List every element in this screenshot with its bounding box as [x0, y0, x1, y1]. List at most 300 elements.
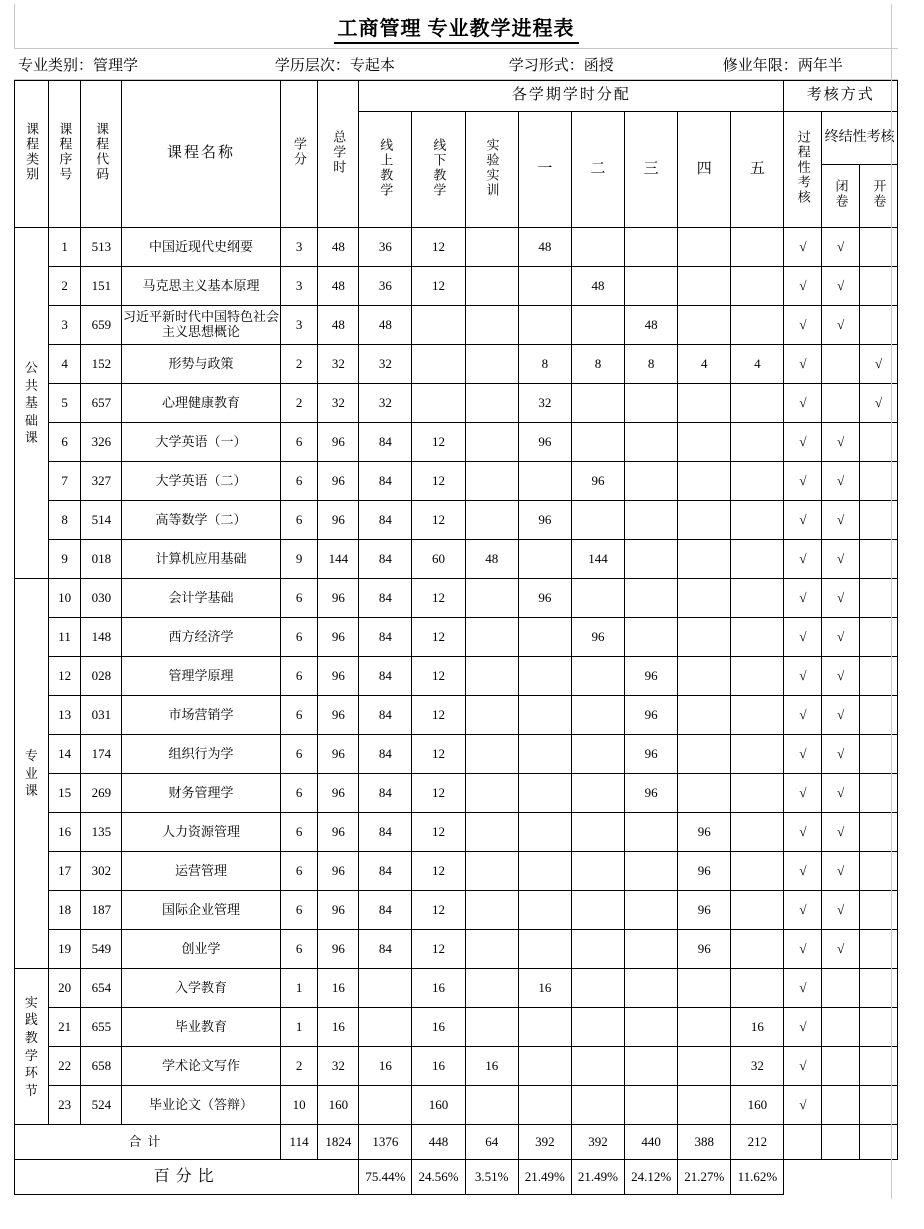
cell-total-hours: 96 [318, 696, 359, 735]
cell-sem4 [678, 696, 731, 735]
cell-course-name: 运营管理 [122, 852, 280, 891]
table-row [15, 891, 898, 930]
meta-study-form-label: 学习形式： [508, 57, 584, 74]
cell-practice [465, 1086, 518, 1125]
cell-offline [412, 345, 465, 384]
cell-sem3 [625, 1047, 678, 1086]
cell-total-hours: 16 [318, 969, 359, 1008]
cell-sem1 [518, 1086, 571, 1125]
header-assess-group-text: 考核方式 [806, 87, 875, 104]
cell-seq: 3 [48, 306, 81, 345]
cell-sem3: 96 [625, 735, 678, 774]
cell-sem2: 8 [571, 345, 624, 384]
cell-code: 135 [81, 813, 122, 852]
cell-seq: 8 [48, 501, 81, 540]
cell-sem4 [678, 657, 731, 696]
cell-seq: 10 [48, 579, 81, 618]
cell-code: 654 [81, 969, 122, 1008]
cell-code: 659 [81, 306, 122, 345]
header-semester-group [359, 81, 784, 112]
cell-total-hours: 16 [318, 1008, 359, 1047]
sheet [8, 4, 908, 1195]
meta-degree-level-value: 专起本 [349, 57, 395, 74]
cell-sem2: 96 [571, 618, 624, 657]
cell-category [15, 228, 49, 579]
cell-course-name: 计算机应用基础 [122, 540, 280, 579]
header-seq [48, 81, 81, 228]
cell-practice [465, 462, 518, 501]
cell-sem2 [571, 384, 624, 423]
cell-practice [465, 852, 518, 891]
cell-seq: 14 [48, 735, 81, 774]
table-row [15, 540, 898, 579]
cell-sem5 [731, 735, 784, 774]
cell-total-hours: 96 [318, 579, 359, 618]
total-row [15, 1125, 898, 1160]
cell-process-assessment: √ [784, 969, 822, 1008]
cell-seq: 5 [48, 384, 81, 423]
percent-online: 75.44% [359, 1160, 412, 1195]
cell-course-name: 创业学 [122, 930, 280, 969]
header-credit [280, 81, 318, 228]
cell-process-assessment: √ [784, 1047, 822, 1086]
header-total-hours-text: 总学时 [331, 129, 347, 175]
cell-sem1: 48 [518, 228, 571, 267]
cell-sem2 [571, 735, 624, 774]
percent-row [15, 1160, 898, 1195]
cell-offline: 12 [412, 891, 465, 930]
cell-process-assessment: √ [784, 696, 822, 735]
cell-total-hours: 96 [318, 852, 359, 891]
cell-sem1 [518, 618, 571, 657]
cell-online: 84 [359, 696, 412, 735]
cell-offline: 12 [412, 930, 465, 969]
cell-total-hours: 96 [318, 501, 359, 540]
cell-process-assessment: √ [784, 501, 822, 540]
cell-sem2 [571, 852, 624, 891]
cell-sem3: 8 [625, 345, 678, 384]
cell-offline [412, 306, 465, 345]
cell-seq: 19 [48, 930, 81, 969]
cell-credit: 3 [280, 306, 318, 345]
cell-online: 84 [359, 657, 412, 696]
cell-sem3 [625, 423, 678, 462]
cell-sem1 [518, 1008, 571, 1047]
page-title [14, 12, 898, 41]
cell-online: 84 [359, 501, 412, 540]
total-offline: 448 [412, 1125, 465, 1160]
total-sem1: 392 [518, 1125, 571, 1160]
header-sem5 [731, 112, 784, 228]
cell-sem4: 96 [678, 852, 731, 891]
cell-process-assessment: √ [784, 462, 822, 501]
cell-sem2 [571, 423, 624, 462]
cell-seq: 20 [48, 969, 81, 1008]
cell-offline: 12 [412, 618, 465, 657]
cell-course-name: 国际企业管理 [122, 891, 280, 930]
cell-seq: 15 [48, 774, 81, 813]
cell-credit: 6 [280, 852, 318, 891]
cell-sem4 [678, 423, 731, 462]
cell-total-hours: 48 [318, 306, 359, 345]
cell-credit: 6 [280, 696, 318, 735]
table-body [15, 228, 898, 1125]
table-row [15, 345, 898, 384]
cell-course-name: 大学英语（一） [122, 423, 280, 462]
cell-practice: 16 [465, 1047, 518, 1086]
percent-sem3: 24.12% [625, 1160, 678, 1195]
table-row [15, 813, 898, 852]
cell-course-name: 毕业论文（答辩） [122, 1086, 280, 1125]
header-sem4-text: 四 [696, 160, 712, 177]
cell-sem4 [678, 1008, 731, 1047]
table-row [15, 462, 898, 501]
cell-closed-book: √ [822, 618, 860, 657]
cell-sem1 [518, 813, 571, 852]
cell-offline: 60 [412, 540, 465, 579]
cell-sem4 [678, 579, 731, 618]
cell-code: 174 [81, 735, 122, 774]
cell-course-name: 大学英语（二） [122, 462, 280, 501]
table-row [15, 657, 898, 696]
header-name [122, 81, 280, 228]
cell-online: 84 [359, 423, 412, 462]
cell-total-hours: 32 [318, 384, 359, 423]
cell-sem1: 8 [518, 345, 571, 384]
cell-sem2: 144 [571, 540, 624, 579]
cell-closed-book: √ [822, 306, 860, 345]
header-sem4 [678, 112, 731, 228]
total-practice: 64 [465, 1125, 518, 1160]
table-row [15, 228, 898, 267]
cell-practice [465, 384, 518, 423]
header-code-text: 课程代码 [94, 122, 110, 183]
cell-credit: 2 [280, 345, 318, 384]
cell-seq: 1 [48, 228, 81, 267]
cell-process-assessment: √ [784, 813, 822, 852]
header-seq-text: 课程序号 [57, 122, 73, 183]
table-header-row-1 [15, 81, 898, 112]
cell-online [359, 1008, 412, 1047]
cell-practice [465, 969, 518, 1008]
cell-process-assessment: √ [784, 735, 822, 774]
cell-sem1 [518, 930, 571, 969]
cell-sem5: 32 [731, 1047, 784, 1086]
cell-sem4 [678, 969, 731, 1008]
cell-offline: 12 [412, 228, 465, 267]
cell-seq: 12 [48, 657, 81, 696]
header-sem2 [571, 112, 624, 228]
cell-sem3 [625, 267, 678, 306]
cell-closed-book: √ [822, 657, 860, 696]
cell-seq: 22 [48, 1047, 81, 1086]
cell-practice [465, 618, 518, 657]
cell-code: 302 [81, 852, 122, 891]
cell-online: 36 [359, 267, 412, 306]
total-sem5: 212 [731, 1125, 784, 1160]
table-row [15, 774, 898, 813]
total-sem3: 440 [625, 1125, 678, 1160]
cell-sem3: 96 [625, 774, 678, 813]
cell-process-assessment: √ [784, 345, 822, 384]
cell-sem4 [678, 462, 731, 501]
cell-code: 030 [81, 579, 122, 618]
cell-sem5 [731, 774, 784, 813]
cell-code: 148 [81, 618, 122, 657]
cell-code: 151 [81, 267, 122, 306]
cell-closed-book: √ [822, 228, 860, 267]
cell-seq: 7 [48, 462, 81, 501]
cell-sem3 [625, 579, 678, 618]
cell-closed-book [822, 1086, 860, 1125]
meta-study-form-value: 函授 [583, 57, 614, 74]
table-row [15, 1008, 898, 1047]
table-row [15, 618, 898, 657]
cell-total-hours: 48 [318, 267, 359, 306]
meta-duration [723, 54, 898, 75]
cell-closed-book: √ [822, 813, 860, 852]
cell-credit: 6 [280, 423, 318, 462]
cell-credit: 1 [280, 969, 318, 1008]
table-row [15, 384, 898, 423]
cell-sem1 [518, 891, 571, 930]
cell-course-name: 心理健康教育 [122, 384, 280, 423]
cell-total-hours: 96 [318, 735, 359, 774]
cell-sem5 [731, 306, 784, 345]
cell-code: 031 [81, 696, 122, 735]
header-final-group-text: 终结性考核 [824, 129, 895, 145]
header-name-text: 课程名称 [166, 145, 235, 162]
cell-total-hours: 96 [318, 774, 359, 813]
curriculum-table [14, 80, 898, 1195]
cell-total-hours: 96 [318, 618, 359, 657]
cell-sem4: 96 [678, 930, 731, 969]
cell-offline: 12 [412, 657, 465, 696]
cell-seq: 9 [48, 540, 81, 579]
cell-sem1: 96 [518, 579, 571, 618]
cell-online: 36 [359, 228, 412, 267]
cell-sem5 [731, 696, 784, 735]
cell-closed-book: √ [822, 579, 860, 618]
title-bar [14, 4, 898, 49]
cell-sem2: 96 [571, 462, 624, 501]
cell-code: 549 [81, 930, 122, 969]
cell-seq: 18 [48, 891, 81, 930]
total-online: 1376 [359, 1125, 412, 1160]
table-row [15, 1047, 898, 1086]
cell-closed-book: √ [822, 852, 860, 891]
cell-total-hours: 96 [318, 813, 359, 852]
table-foot [15, 1125, 898, 1195]
cell-sem5 [731, 267, 784, 306]
cell-sem5: 160 [731, 1086, 784, 1125]
cell-closed-book [822, 384, 860, 423]
header-practice [465, 112, 518, 228]
cell-practice [465, 735, 518, 774]
cell-course-name: 形势与政策 [122, 345, 280, 384]
header-online [359, 112, 412, 228]
cell-closed-book [822, 969, 860, 1008]
cell-course-name: 习近平新时代中国特色社会主义思想概论 [122, 306, 280, 345]
cell-closed-book: √ [822, 423, 860, 462]
cell-sem3 [625, 1008, 678, 1047]
cell-total-hours: 96 [318, 423, 359, 462]
cell-sem5 [731, 540, 784, 579]
cell-seq: 16 [48, 813, 81, 852]
percent-practice: 3.51% [465, 1160, 518, 1195]
header-sem3-text: 三 [643, 160, 659, 177]
cell-practice [465, 579, 518, 618]
cell-sem4 [678, 1086, 731, 1125]
cell-offline: 12 [412, 423, 465, 462]
meta-row [14, 49, 898, 80]
cell-sem2 [571, 228, 624, 267]
cell-category [15, 969, 49, 1125]
cell-sem1 [518, 657, 571, 696]
cell-sem2 [571, 696, 624, 735]
total-label: 合计 [15, 1125, 281, 1160]
cell-closed-book: √ [822, 540, 860, 579]
cell-open-book: √ [860, 345, 898, 384]
cell-offline: 16 [412, 1047, 465, 1086]
cell-total-hours: 96 [318, 657, 359, 696]
header-closed-book-text: 闭卷 [833, 179, 849, 210]
cell-sem2 [571, 657, 624, 696]
header-semester-group-text: 各学期学时分配 [511, 87, 631, 104]
table-row [15, 579, 898, 618]
right-margin-strip [891, 4, 900, 1199]
header-open-book-text: 开卷 [871, 179, 887, 210]
cell-course-name: 管理学原理 [122, 657, 280, 696]
cell-code: 657 [81, 384, 122, 423]
cell-sem3 [625, 462, 678, 501]
header-offline [412, 112, 465, 228]
cell-code: 187 [81, 891, 122, 930]
cell-practice [465, 930, 518, 969]
cell-course-name: 会计学基础 [122, 579, 280, 618]
cell-offline: 12 [412, 462, 465, 501]
cell-offline [412, 384, 465, 423]
cell-course-name: 组织行为学 [122, 735, 280, 774]
header-sem2-text: 二 [590, 160, 606, 177]
cell-seq: 4 [48, 345, 81, 384]
cell-closed-book: √ [822, 774, 860, 813]
cell-sem2 [571, 306, 624, 345]
cell-sem2 [571, 774, 624, 813]
cell-offline: 160 [412, 1086, 465, 1125]
cell-sem3 [625, 969, 678, 1008]
cell-sem4 [678, 540, 731, 579]
meta-major-category-label: 专业类别： [18, 57, 94, 74]
cell-process-assessment: √ [784, 384, 822, 423]
header-credit-text: 学分 [291, 137, 307, 168]
cell-sem2 [571, 930, 624, 969]
cell-sem3 [625, 228, 678, 267]
cell-practice [465, 1008, 518, 1047]
cell-credit: 6 [280, 891, 318, 930]
table-row [15, 735, 898, 774]
cell-practice [465, 774, 518, 813]
cell-sem2 [571, 1086, 624, 1125]
cell-code: 018 [81, 540, 122, 579]
cell-code: 655 [81, 1008, 122, 1047]
cell-process-assessment: √ [784, 618, 822, 657]
meta-degree-level [275, 54, 509, 75]
cell-sem5: 16 [731, 1008, 784, 1047]
cell-process-assessment: √ [784, 930, 822, 969]
meta-duration-label: 修业年限： [722, 57, 798, 74]
total-hours: 1824 [318, 1125, 359, 1160]
cell-sem5 [731, 423, 784, 462]
cell-total-hours: 144 [318, 540, 359, 579]
header-practice-text: 实验实训 [484, 137, 500, 198]
header-total-hours [318, 81, 359, 228]
cell-sem1: 16 [518, 969, 571, 1008]
total-sem4: 388 [678, 1125, 731, 1160]
cell-sem5 [731, 384, 784, 423]
cell-offline: 12 [412, 735, 465, 774]
cell-sem2 [571, 969, 624, 1008]
cell-code: 514 [81, 501, 122, 540]
cell-total-hours: 160 [318, 1086, 359, 1125]
cell-category-text: 实践教学环节 [24, 994, 38, 1098]
cell-code: 326 [81, 423, 122, 462]
percent-sem2: 21.49% [571, 1160, 624, 1195]
cell-sem1 [518, 462, 571, 501]
table-row [15, 852, 898, 891]
cell-closed-book [822, 1047, 860, 1086]
cell-code: 513 [81, 228, 122, 267]
header-assess-group [784, 81, 898, 112]
header-category [15, 81, 49, 228]
header-sem1 [518, 112, 571, 228]
cell-total-hours: 96 [318, 930, 359, 969]
cell-sem3 [625, 813, 678, 852]
total-sem2: 392 [571, 1125, 624, 1160]
cell-seq: 11 [48, 618, 81, 657]
meta-degree-level-label: 学历层次： [274, 57, 350, 74]
cell-practice [465, 306, 518, 345]
meta-duration-value: 两年半 [797, 57, 843, 74]
cell-online: 84 [359, 735, 412, 774]
cell-process-assessment: √ [784, 852, 822, 891]
header-offline-text: 线下教学 [431, 137, 447, 198]
cell-closed-book [822, 345, 860, 384]
cell-process-assessment: √ [784, 774, 822, 813]
cell-process-assessment: √ [784, 540, 822, 579]
cell-sem1 [518, 735, 571, 774]
cell-practice [465, 813, 518, 852]
cell-code: 658 [81, 1047, 122, 1086]
cell-process-assessment: √ [784, 891, 822, 930]
percent-label: 百分比 [15, 1160, 359, 1195]
cell-total-hours: 96 [318, 462, 359, 501]
cell-sem5: 4 [731, 345, 784, 384]
cell-course-name: 入学教育 [122, 969, 280, 1008]
cell-practice [465, 267, 518, 306]
cell-sem5 [731, 969, 784, 1008]
cell-seq: 6 [48, 423, 81, 462]
cell-sem3: 48 [625, 306, 678, 345]
cell-credit: 6 [280, 657, 318, 696]
total-closed [822, 1125, 860, 1160]
cell-open-book: √ [860, 384, 898, 423]
cell-closed-book: √ [822, 462, 860, 501]
percent-offline: 24.56% [412, 1160, 465, 1195]
cell-sem4: 96 [678, 813, 731, 852]
cell-sem1 [518, 1047, 571, 1086]
table-row [15, 306, 898, 345]
